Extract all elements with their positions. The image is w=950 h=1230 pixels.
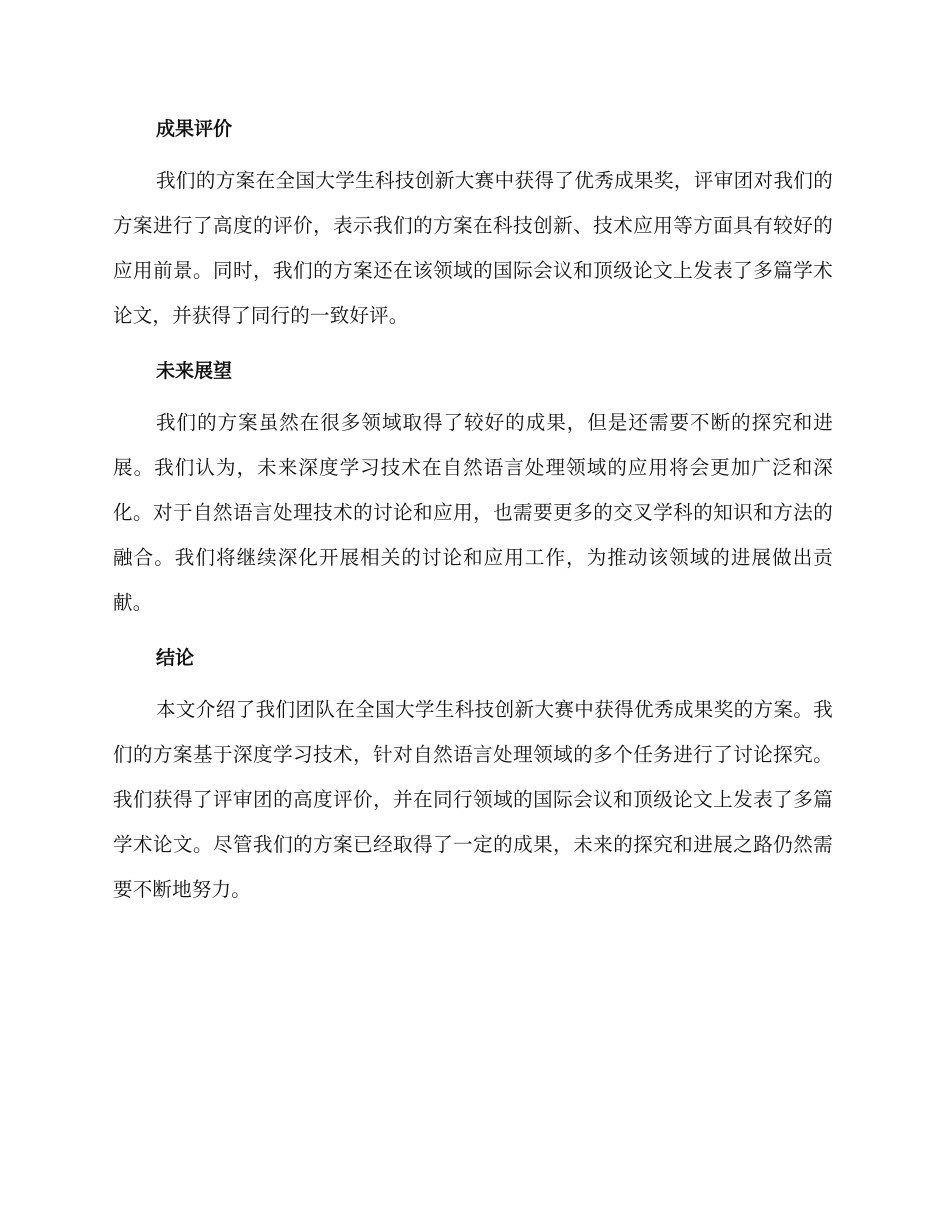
- section-future-outlook: [113, 354, 833, 625]
- section-heading: 成果评价: [156, 118, 233, 140]
- section-paragraph: 本文介绍了我们团队在全国大学生科技创新大赛中获得优秀成果奖的方案。我们的方案基于深度学习技术，针对自然语言处理领域的多个任务进行了讨论探究。我们获得了评审团的高度评价，并在同行领域的国际会议和顶级论文上发表了多篇学术论文。尽管我们的方案已经取得了一定的成果，未来的探究和进展之路仍然需要不断地努力。: [113, 698, 833, 901]
- section-paragraph: 我们的方案虽然在很多领域取得了较好的成果，但是还需要不断的探究和进展。我们认为，未来深度学习技术在自然语言处理领域的应用将会更加广泛和深化。对于自然语言处理技术的讨论和应用，也需要更多的交叉学科的知识和方法的融合。我们将继续深化开展相关的讨论和应用工作，为推动该领域的进展做出贡献。: [113, 411, 833, 614]
- section-heading: 结论: [156, 647, 195, 669]
- section-achievement-evaluation: [113, 112, 833, 338]
- section-conclusion: [113, 641, 833, 912]
- section-heading: 未来展望: [156, 360, 233, 382]
- document-page: [113, 112, 833, 912]
- section-paragraph: 我们的方案在全国大学生科技创新大赛中获得了优秀成果奖，评审团对我们的方案进行了高度的评价，表示我们的方案在科技创新、技术应用等方面具有较好的应用前景。同时，我们的方案还在该领域的国际会议和顶级论文上发表了多篇学术论文，并获得了同行的一致好评。: [113, 169, 833, 327]
